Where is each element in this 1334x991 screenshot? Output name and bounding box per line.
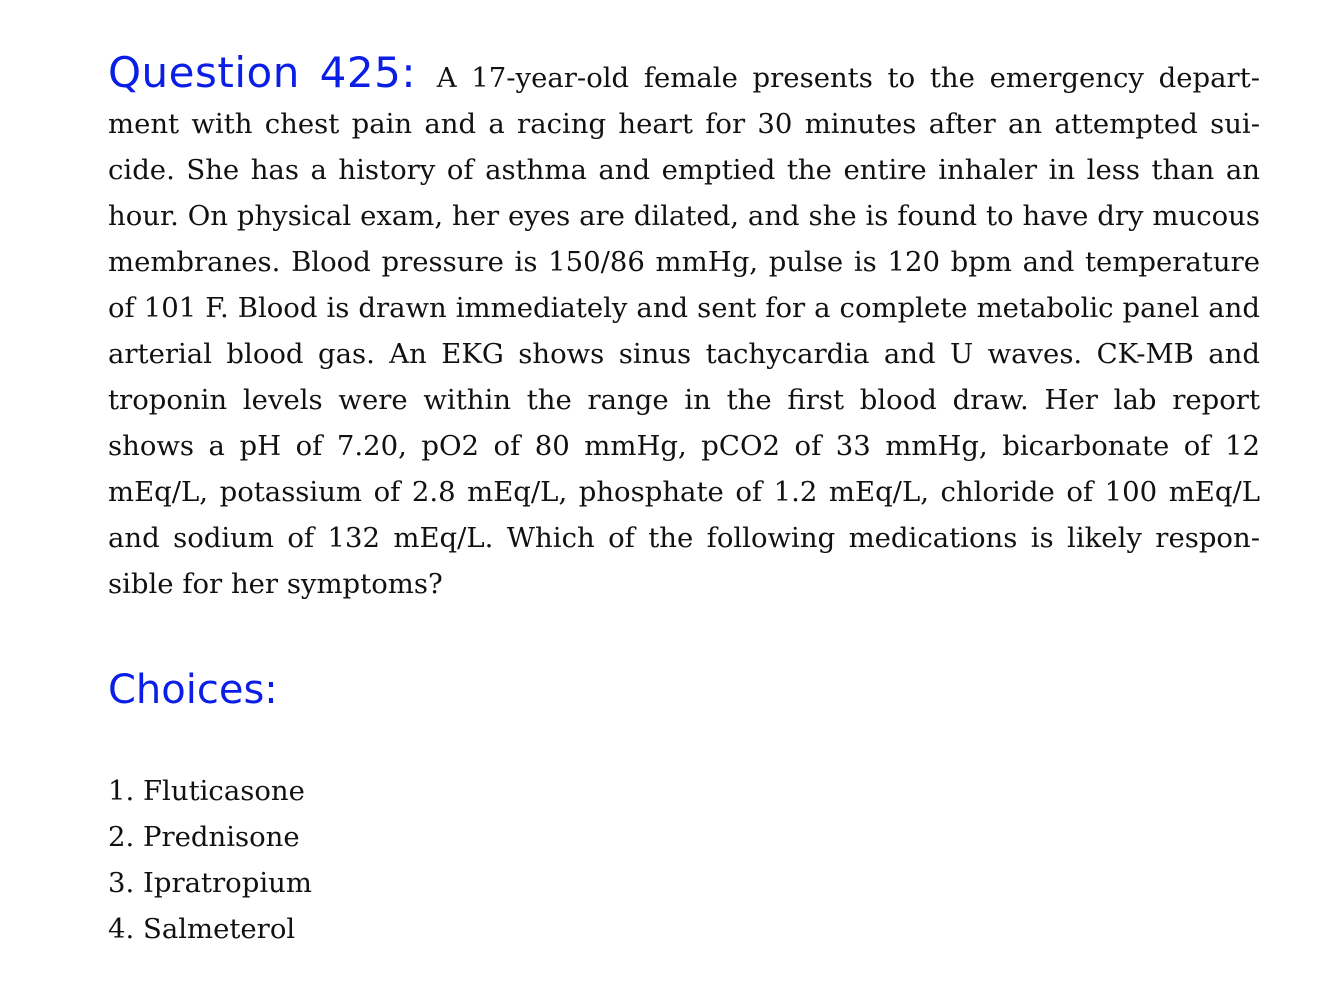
question-label: Question 425: xyxy=(108,48,416,97)
choice-item-3[interactable]: 3. Ipratropium xyxy=(108,867,312,899)
choices-heading: Choices: xyxy=(108,667,278,713)
choice-item-2[interactable]: 2. Prednisone xyxy=(108,821,300,853)
choice-item-4[interactable]: 4. Salmeterol xyxy=(108,913,296,945)
question-text: A 17-year-old female presents to the emergency department with chest pain and a racing heart for 30 minutes after an attempted suicide. She has a history of asthma and emptied the entire inhaler in less than an hour. On physical exam, her eyes are dilated, and she is found to have dry mucous membranes. Blood pressure is 150/86 mmHg, pulse is 120 bpm and temperature of 101 F. Blood is drawn immediately and sent for a complete metabolic panel and arterial blood gas. An EKG shows sinus tachycardia and U waves. CK-MB and troponin levels were within the range in the first blood draw. Her lab report shows a pH of 7.20, pO2 of 80 mmHg, pCO2 of 33 mmHg, bicarbonate of 12 mEq/L, potassium of 2.8 mEq/L, phosphate of 1.2 mEq/L, chloride of 100 mEq/L and sodium of 132 mEq/L. Which of the following medications is likely responsible for her symptoms? xyxy=(108,62,1260,600)
choices-list xyxy=(108,768,1260,952)
choice-item-1[interactable]: 1. Fluticasone xyxy=(108,775,305,807)
question-page xyxy=(108,50,1260,952)
question-block xyxy=(108,50,1260,607)
